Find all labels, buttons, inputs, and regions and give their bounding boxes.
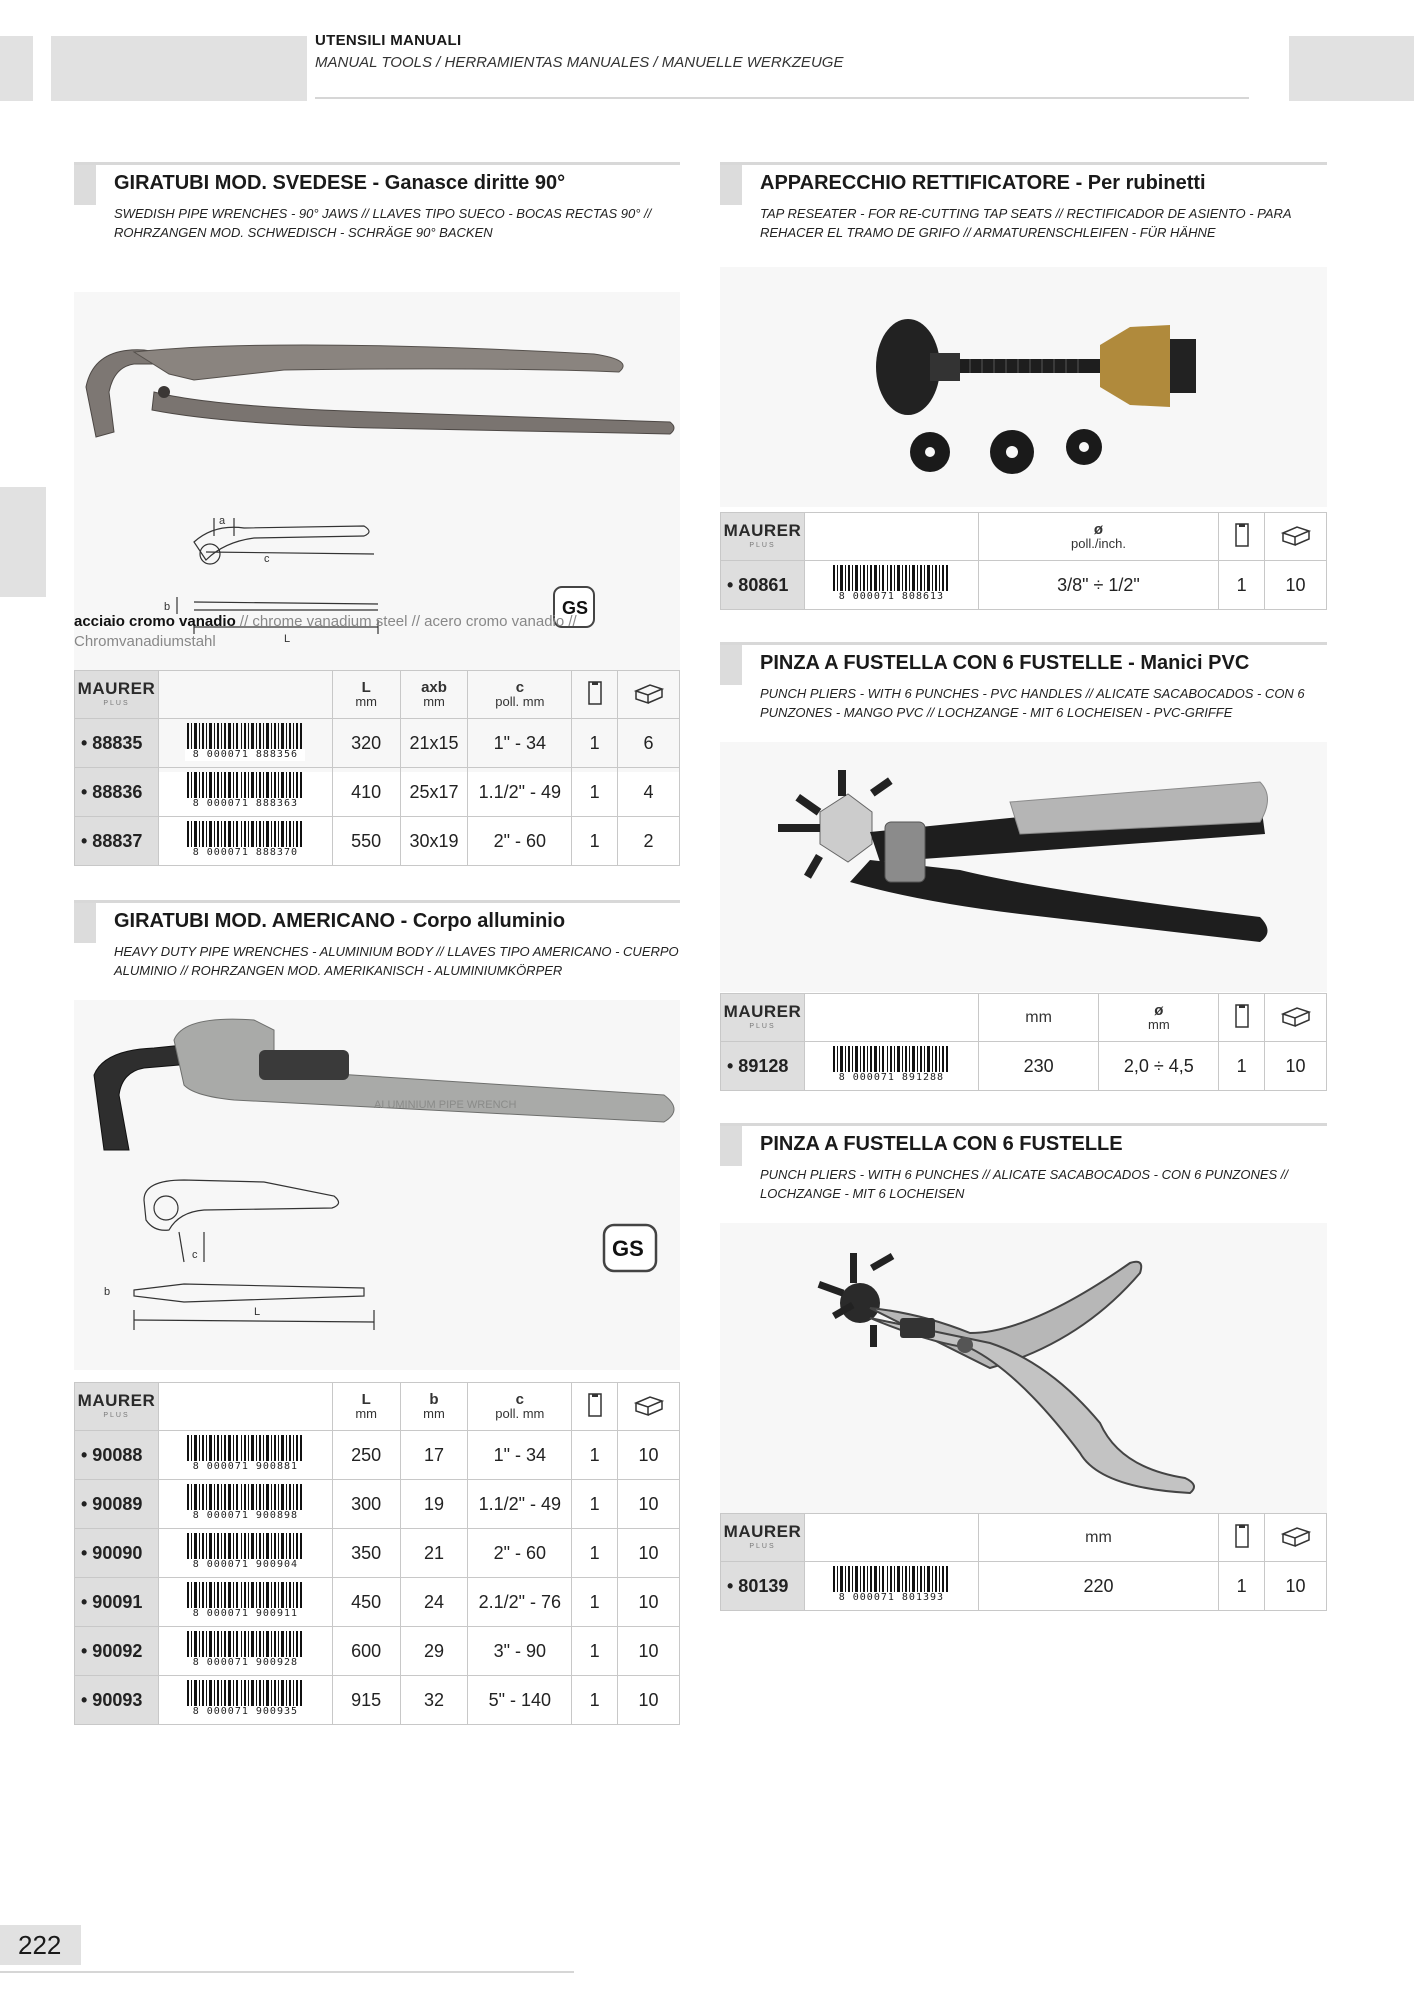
table-header-row <box>721 994 1327 1042</box>
page-number: 222 <box>0 1925 81 1965</box>
col-pack <box>618 671 680 719</box>
brand-name: MAURER <box>723 1001 802 1021</box>
col-pack <box>1265 1514 1327 1562</box>
section-title <box>760 172 1206 195</box>
barcode-number: 8 000071 900881 <box>185 1461 305 1473</box>
svg-text:b: b <box>104 1286 111 1298</box>
section-marker <box>720 645 742 685</box>
svg-text:L: L <box>254 1306 261 1318</box>
b-value: 24 <box>400 1578 468 1627</box>
section-american-pipe-wrench <box>74 900 680 1380</box>
table-row <box>75 1480 680 1529</box>
section-punch-pliers <box>720 1123 1327 1513</box>
barcode-icon <box>831 1046 951 1072</box>
barcode-number: 8 000071 900898 <box>185 1510 305 1522</box>
col-pack <box>1265 994 1327 1042</box>
barcode-icon <box>185 1680 305 1706</box>
c-value: 3" - 90 <box>468 1627 572 1676</box>
length-value: 410 <box>332 768 400 817</box>
brand-sub: PLUS <box>749 1542 776 1550</box>
col-diameter: ø poll./inch. <box>978 513 1218 561</box>
table-row <box>721 561 1327 610</box>
article-code: • 90092 <box>75 1627 159 1676</box>
pack-qty: 2 <box>618 817 680 866</box>
brand-logo <box>721 994 805 1042</box>
section-title-name: PINZA A FUSTELLA CON 6 FUSTELLE <box>760 652 1123 674</box>
brand-name: MAURER <box>723 1521 802 1541</box>
axb-value: 25x17 <box>400 768 468 817</box>
barcode-number: 8 000071 900904 <box>185 1559 305 1571</box>
barcode <box>158 768 332 817</box>
barcode-header <box>158 671 332 719</box>
section-title-detail: - Per rubinetti <box>1070 172 1206 194</box>
barcode-number: 8 000071 888370 <box>185 847 305 859</box>
pack-qty: 10 <box>1265 561 1327 610</box>
barcode-number: 8 000071 888363 <box>185 798 305 810</box>
section-divider <box>720 162 1327 165</box>
material-name: acciaio cromo vanadio <box>74 613 236 630</box>
pack-qty: 10 <box>618 1529 680 1578</box>
american-pipe-wrench-image <box>74 1000 680 1370</box>
pack-qty: 10 <box>618 1627 680 1676</box>
tap-reseater-table <box>720 512 1327 610</box>
table-row <box>721 1562 1327 1611</box>
section-title-detail: - Corpo alluminio <box>395 910 566 932</box>
section-divider <box>720 1123 1327 1126</box>
tap-reseater-image <box>720 267 1327 507</box>
svg-text:b: b <box>164 601 171 613</box>
unit-qty: 1 <box>572 1480 618 1529</box>
section-description: HEAVY DUTY PIPE WRENCHES - ALUMINIUM BODY // LLAVES TIPO AMERICANO - CUERPO ALUMINIO // ROHRZANGEN MOD. AMERIKANISCH - ALUMINIUMKÖRPER <box>114 944 679 978</box>
punch-pliers-table <box>720 1513 1327 1611</box>
length-value: 350 <box>332 1529 400 1578</box>
header-bar <box>51 36 307 101</box>
brand-logo <box>75 671 159 719</box>
length-value: 320 <box>332 719 400 768</box>
length-value: 915 <box>332 1676 400 1725</box>
col-length: L mm <box>332 671 400 719</box>
swedish-wrench-table <box>74 670 680 866</box>
col-length: mm <box>978 1514 1218 1562</box>
pack-qty: 10 <box>618 1480 680 1529</box>
brand-sub: PLUS <box>749 1022 776 1030</box>
barcode <box>804 1042 978 1091</box>
c-value: 2" - 60 <box>468 1529 572 1578</box>
article-code: • 90089 <box>75 1480 159 1529</box>
pack-qty: 6 <box>618 719 680 768</box>
b-value: 21 <box>400 1529 468 1578</box>
barcode <box>158 1627 332 1676</box>
barcode-icon <box>831 565 951 591</box>
punch-pliers-image <box>720 1223 1327 1513</box>
barcode <box>804 1562 978 1611</box>
section-description: PUNCH PLIERS - WITH 6 PUNCHES - PVC HANDLES // ALICATE SACABOCADOS - CON 6 PUNZONES - MANGO PVC // LOCHZANGE - MIT 6 LOCHEISEN - PVC-GRIFFE <box>760 686 1305 720</box>
barcode <box>158 719 332 768</box>
unit-qty: 1 <box>572 719 618 768</box>
brand-sub: PLUS <box>103 699 130 707</box>
footer-divider <box>0 1971 574 1973</box>
b-value: 32 <box>400 1676 468 1725</box>
table-row <box>721 1042 1327 1091</box>
section-title-name: GIRATUBI MOD. SVEDESE <box>114 172 367 194</box>
section-marker <box>720 1126 742 1166</box>
section-title-name: GIRATUBI MOD. AMERICANO <box>114 910 396 932</box>
box-pack-icon <box>1281 1524 1311 1548</box>
page-section-subtitle: MANUAL TOOLS / HERRAMIENTAS MANUALES / MANUELLE WERKZEUGE <box>315 54 844 71</box>
barcode-number: 8 000071 888356 <box>185 749 305 761</box>
length-value: 230 <box>978 1042 1099 1091</box>
american-wrench-table <box>74 1382 680 1725</box>
header-right-tab <box>1289 36 1414 101</box>
unit-qty: 1 <box>572 1529 618 1578</box>
barcode-icon <box>185 1533 305 1559</box>
c-value: 1" - 34 <box>468 719 572 768</box>
col-unit <box>1219 994 1265 1042</box>
barcode-number: 8 000071 891288 <box>831 1072 951 1084</box>
barcode-icon <box>185 1484 305 1510</box>
svg-text:GS: GS <box>612 1236 644 1261</box>
barcode-number: 8 000071 900911 <box>185 1608 305 1620</box>
box-pack-icon <box>634 681 664 705</box>
article-code: • 80139 <box>721 1562 805 1611</box>
side-tab-marker <box>0 487 46 597</box>
c-value: 5" - 140 <box>468 1676 572 1725</box>
unit-qty: 1 <box>572 768 618 817</box>
col-unit <box>1219 1514 1265 1562</box>
length-value: 600 <box>332 1627 400 1676</box>
c-value: 1" - 34 <box>468 1431 572 1480</box>
section-title <box>760 1133 1123 1156</box>
c-value: 2" - 60 <box>468 817 572 866</box>
c-value: 1.1/2" - 49 <box>468 768 572 817</box>
barcode-icon <box>185 1631 305 1657</box>
col-length: mm <box>978 994 1099 1042</box>
col-c: c poll. mm <box>468 1383 572 1431</box>
unit-qty: 1 <box>1219 1042 1265 1091</box>
barcode <box>158 817 332 866</box>
page-section-title: UTENSILI MANUALI <box>315 32 462 49</box>
unit-qty: 1 <box>572 1431 618 1480</box>
table-header-row <box>721 1514 1327 1562</box>
col-pack <box>618 1383 680 1431</box>
c-value: 2.1/2" - 76 <box>468 1578 572 1627</box>
length-value: 220 <box>978 1562 1218 1611</box>
section-divider <box>74 162 680 165</box>
barcode-header <box>804 994 978 1042</box>
brand-sub: PLUS <box>103 1411 130 1419</box>
unit-qty: 1 <box>572 1578 618 1627</box>
section-marker <box>720 165 742 205</box>
article-code: • 88836 <box>75 768 159 817</box>
brand-name: MAURER <box>723 520 802 540</box>
article-code: • 89128 <box>721 1042 805 1091</box>
svg-text:c: c <box>192 1249 198 1261</box>
section-title <box>114 910 565 933</box>
unit-qty: 1 <box>572 1627 618 1676</box>
barcode <box>158 1431 332 1480</box>
size-value: 3/8" ÷ 1/2" <box>978 561 1218 610</box>
section-description: TAP RESEATER - FOR RE-CUTTING TAP SEATS // RECTIFICADOR DE ASIENTO - PARA REHACER EL TRAMO DE GRIFO // ARMATURENSCHLEIFEN - FÜR HÄHNE <box>760 206 1292 240</box>
article-code: • 90091 <box>75 1578 159 1627</box>
pack-qty: 10 <box>1265 1042 1327 1091</box>
box-pack-icon <box>1281 1004 1311 1028</box>
table-header-row <box>75 1383 680 1431</box>
brand-name: MAURER <box>77 678 156 698</box>
unit-qty: 1 <box>1219 1562 1265 1611</box>
single-unit-icon <box>1235 1004 1249 1028</box>
pack-qty: 4 <box>618 768 680 817</box>
col-unit <box>572 671 618 719</box>
brand-logo <box>721 513 805 561</box>
svg-text:ALUMINIUM PIPE WRENCH: ALUMINIUM PIPE WRENCH <box>374 1099 517 1111</box>
gs-certification-icon <box>604 1225 656 1271</box>
section-tap-reseater <box>720 162 1327 512</box>
pack-qty: 10 <box>618 1578 680 1627</box>
col-axb: axb mm <box>400 671 468 719</box>
section-title <box>114 172 565 195</box>
col-unit <box>572 1383 618 1431</box>
diameter-value: 2,0 ÷ 4,5 <box>1099 1042 1219 1091</box>
svg-text:a: a <box>219 515 226 527</box>
length-value: 250 <box>332 1431 400 1480</box>
table-row <box>75 719 680 768</box>
b-value: 19 <box>400 1480 468 1529</box>
length-value: 300 <box>332 1480 400 1529</box>
barcode-header <box>158 1383 332 1431</box>
single-unit-icon <box>1235 1524 1249 1548</box>
barcode <box>158 1529 332 1578</box>
brand-sub: PLUS <box>749 541 776 549</box>
barcode-icon <box>185 723 305 749</box>
col-length: L mm <box>332 1383 400 1431</box>
table-row <box>75 768 680 817</box>
barcode-icon <box>185 1582 305 1608</box>
section-description: SWEDISH PIPE WRENCHES - 90° JAWS // LLAVES TIPO SUECO - BOCAS RECTAS 90° // ROHRZANGEN MOD. SCHWEDISCH - SCHRÄGE 90° BACKEN <box>114 206 652 240</box>
header-left-tab <box>0 36 33 101</box>
barcode-icon <box>185 1435 305 1461</box>
barcode-icon <box>185 821 305 847</box>
pack-qty: 10 <box>1265 1562 1327 1611</box>
barcode-number: 8 000071 808613 <box>831 591 951 603</box>
barcode-number: 8 000071 801393 <box>831 1592 951 1604</box>
section-title-name: PINZA A FUSTELLA CON 6 FUSTELLE <box>760 1133 1123 1155</box>
col-unit <box>1219 513 1265 561</box>
table-header-row <box>721 513 1327 561</box>
section-title-detail: - Manici PVC <box>1122 652 1250 674</box>
brand-logo <box>75 1383 159 1431</box>
table-row <box>75 817 680 866</box>
pack-qty: 10 <box>618 1676 680 1725</box>
col-c: c poll. mm <box>468 671 572 719</box>
unit-qty: 1 <box>1219 561 1265 610</box>
barcode <box>158 1676 332 1725</box>
col-diameter: ø mm <box>1099 994 1219 1042</box>
c-value: 1.1/2" - 49 <box>468 1480 572 1529</box>
table-row <box>75 1578 680 1627</box>
section-divider <box>720 642 1327 645</box>
length-value: 550 <box>332 817 400 866</box>
col-pack <box>1265 513 1327 561</box>
brand-name: MAURER <box>77 1390 156 1410</box>
unit-qty: 1 <box>572 817 618 866</box>
section-title <box>760 652 1249 675</box>
header-divider <box>315 97 1249 99</box>
barcode-number: 8 000071 900935 <box>185 1706 305 1718</box>
b-value: 17 <box>400 1431 468 1480</box>
single-unit-icon <box>1235 523 1249 547</box>
brand-logo <box>721 1514 805 1562</box>
box-pack-icon <box>1281 523 1311 547</box>
punch-pliers-pvc-table <box>720 993 1327 1091</box>
article-code: • 90090 <box>75 1529 159 1578</box>
material-note <box>74 612 674 652</box>
barcode-number: 8 000071 900928 <box>185 1657 305 1669</box>
material-translations: // chrome vanadium steel // acero cromo vanadio // Chromvanadiumstahl <box>74 613 577 650</box>
table-row <box>75 1529 680 1578</box>
box-pack-icon <box>634 1393 664 1417</box>
svg-text:c: c <box>264 553 270 565</box>
svg-text:GS: GS <box>562 598 589 618</box>
section-marker <box>74 165 96 205</box>
section-punch-pliers-pvc <box>720 642 1327 992</box>
section-title-detail: - Ganasce diritte 90° <box>367 172 566 194</box>
barcode <box>158 1480 332 1529</box>
barcode-icon <box>185 772 305 798</box>
section-description: PUNCH PLIERS - WITH 6 PUNCHES // ALICATE SACABOCADOS - CON 6 PUNZONES // LOCHZANGE - MIT 6 LOCHEISEN <box>760 1167 1289 1201</box>
section-marker <box>74 903 96 943</box>
table-header-row <box>75 671 680 719</box>
article-code: • 90093 <box>75 1676 159 1725</box>
single-unit-icon <box>588 1393 602 1417</box>
axb-value: 21x15 <box>400 719 468 768</box>
single-unit-icon <box>588 681 602 705</box>
table-row <box>75 1676 680 1725</box>
article-code: • 80861 <box>721 561 805 610</box>
col-b: b mm <box>400 1383 468 1431</box>
punch-pliers-pvc-image <box>720 742 1327 992</box>
article-code: • 88837 <box>75 817 159 866</box>
table-row <box>75 1431 680 1480</box>
barcode-header <box>804 1514 978 1562</box>
unit-qty: 1 <box>572 1676 618 1725</box>
svg-text:L: L <box>284 633 291 645</box>
barcode-header <box>804 513 978 561</box>
article-code: • 88835 <box>75 719 159 768</box>
section-divider <box>74 900 680 903</box>
b-value: 29 <box>400 1627 468 1676</box>
table-row <box>75 1627 680 1676</box>
barcode-icon <box>831 1566 951 1592</box>
section-title-name: APPARECCHIO RETTIFICATORE <box>760 172 1071 194</box>
barcode <box>158 1578 332 1627</box>
length-value: 450 <box>332 1578 400 1627</box>
pack-qty: 10 <box>618 1431 680 1480</box>
barcode <box>804 561 978 610</box>
axb-value: 30x19 <box>400 817 468 866</box>
article-code: • 90088 <box>75 1431 159 1480</box>
